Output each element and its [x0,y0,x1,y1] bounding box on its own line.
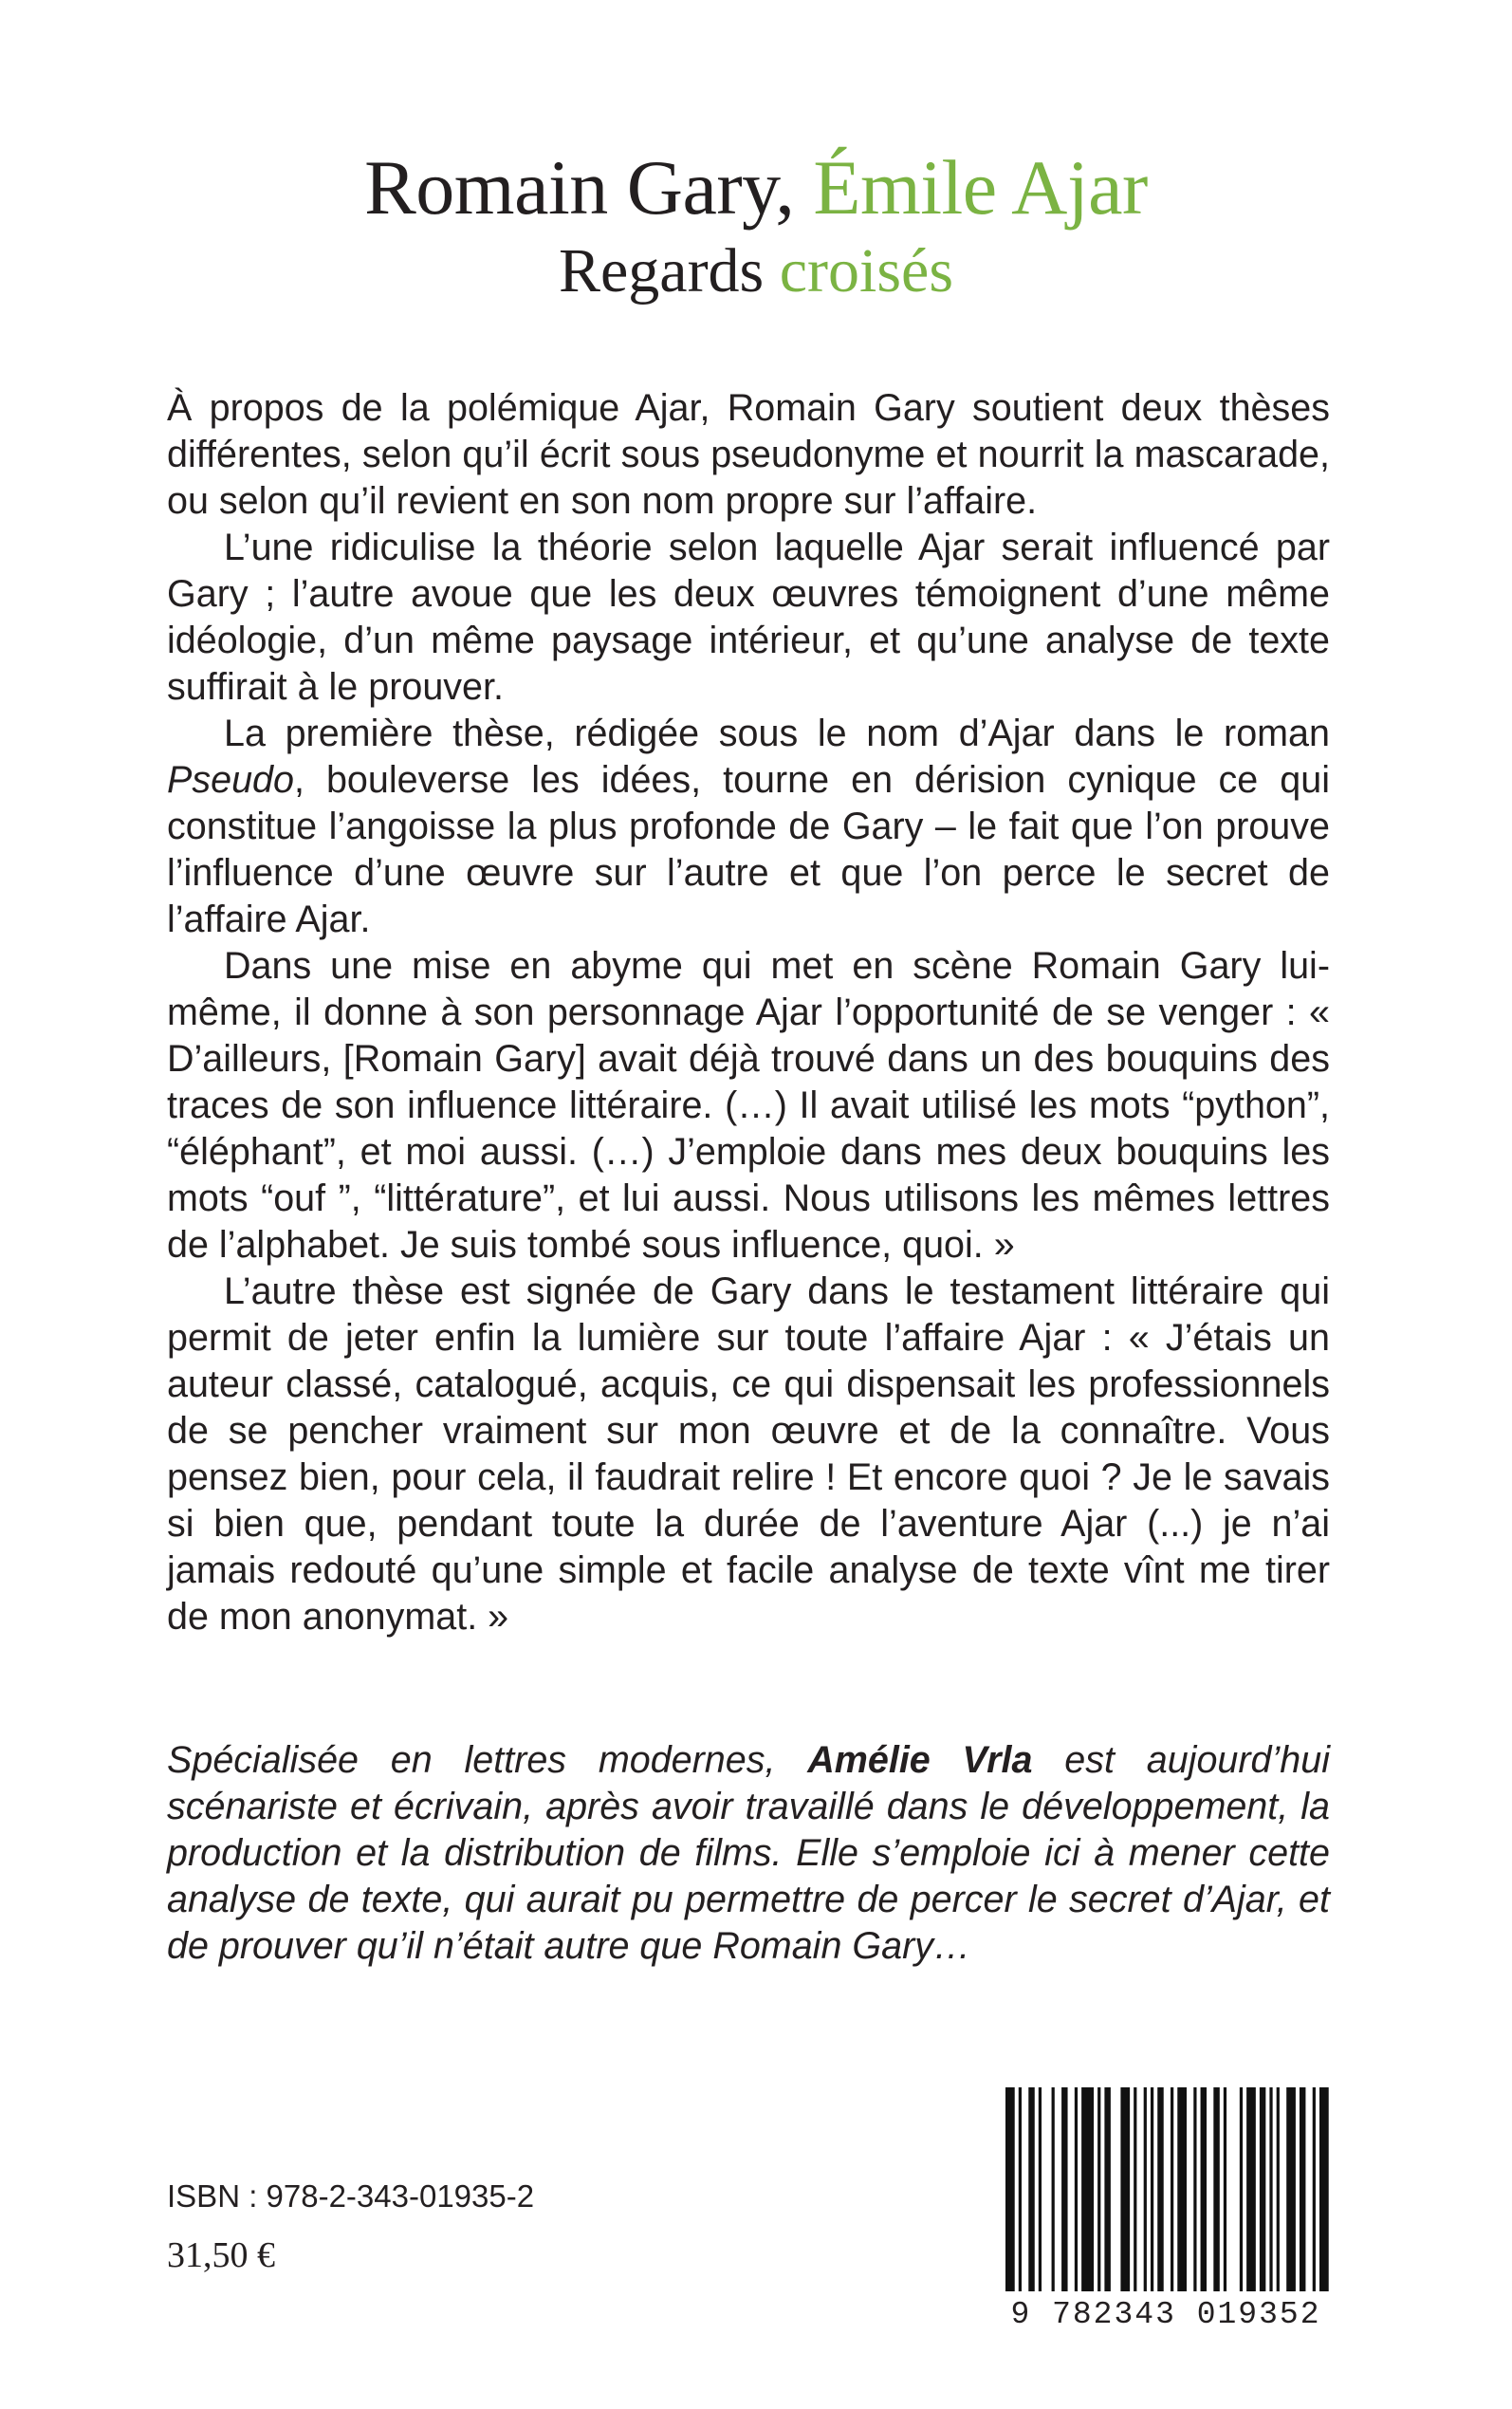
title-main [0,142,1512,233]
barcode-bar [1028,2087,1034,2291]
author-bio-text [167,1737,1330,1970]
barcode-bar [1319,2087,1329,2291]
barcode-bar [1061,2087,1067,2291]
book-title [0,142,1512,309]
barcode-bar [1260,2087,1265,2291]
barcode-bar [1240,2087,1243,2291]
barcode-bar [1081,2087,1094,2291]
barcode-number: 9 782343 019352 [1010,2297,1321,2332]
subtitle-word2: croisés [779,236,954,306]
barcode-bar [1171,2087,1173,2291]
barcode-bar [1104,2087,1110,2291]
barcode-bar [1151,2087,1153,2291]
barcode-bar [1201,2087,1207,2291]
barcode-bar [1193,2087,1196,2291]
barcode-bar [1097,2087,1100,2291]
blurb-paragraph-5: L’autre thèse est signée de Gary dans le testament littéraire qui permit de jeter enfin la lumière sur toute l’affaire Ajar : « J’étais un auteur classé, catalogué, acquis, ce qui dispensait les professionnels de se pencher vraiment sur mon œuvre et de la connaître. Vous pensez bien, pour cela, il faudrait relire ! Et encore quoi ? Je le savais si bien que, pendant toute la durée de l’aventure Ajar (...) je n’ai jamais redouté qu’une simple et facile analyse de texte vînt me tirer de mon anonymat. » [167,1270,1330,1638]
barcode-bar [1120,2087,1130,2291]
blurb-paragraph-1: À propos de la polémique Ajar, Romain Gary soutient deux thèses différentes, selon qu’il écrit sous pseudonyme et nourrit la mascarade, ou selon qu’il revient en son nom propre sur l’affaire. [167,387,1330,522]
barcode-bar [1313,2087,1316,2291]
barcode-bar [1144,2087,1147,2291]
blurb-paragraph-4: Dans une mise en abyme qui met en scène Romain Gary lui-même, il donne à son personnage Ajar l’opportunité de se venger : « D’ailleurs, [Romain Gary] avait déjà trouvé dans un des bouquins des traces de son influence littéraire. (…) Il avait utilisé les mots “python”, “éléphant”, et moi aussi. (…) J’emploie dans mes deux bouquins les mots “ouf ”, “littérature”, et lui aussi. Nous utilisons les mêmes lettres de l’alphabet. Je suis tombé sous influence, quoi. » [167,945,1330,1266]
barcode-bar [1005,2087,1015,2291]
author-bio [167,1737,1330,1970]
author-name: Amélie Vrla [807,1739,1033,1781]
book-title-pseudo: Pseudo [167,759,294,801]
price: 31,50 € [167,2235,275,2275]
barcode-bar [1075,2087,1078,2291]
title-pseudonym: Émile Ajar [813,144,1148,231]
barcode-bars [1000,2087,1332,2291]
barcode-bar [1246,2087,1256,2291]
barcode-bar [1019,2087,1022,2291]
barcode-bar [1269,2087,1272,2291]
subtitle-word1: Regards [558,236,765,306]
barcode-bar [1052,2087,1055,2291]
title-subtitle [0,233,1512,309]
isbn: ISBN : 978-2-343-01935-2 [167,2178,535,2214]
barcode-bar [1177,2087,1187,2291]
back-cover-blurb [167,385,1330,1640]
barcode-bar [1039,2087,1042,2291]
barcode [1000,2087,1332,2334]
barcode-bar [1134,2087,1136,2291]
blurb-paragraph-2: L’une ridiculise la théorie selon laquelle Ajar serait influencé par Gary ; l’autre avoue que les deux œuvres témoignent d’une même idéologie, d’un même paysage intérieur, et qu’une analyse de texte suffirait à le prouver. [167,527,1330,708]
blurb-p3-end: , bouleverse les idées, tourne en dérision cynique ce qui constitue l’angoisse la plus profonde de Gary – le fait que l’on prouve l’influence d’une œuvre sur l’autre et que l’on perce le secret de l’affaire Ajar. [167,759,1330,940]
barcode-bar [1286,2087,1296,2291]
title-author: Romain Gary, [364,144,795,231]
blurb-paragraph-3 [167,711,1330,943]
blurb-p3-start: La première thèse, rédigée sous le nom d’Ajar dans le roman [224,713,1330,754]
author-bio-start: Spécialisée en lettres modernes, [167,1739,808,1781]
barcode-bar [1277,2087,1280,2291]
barcode-bar [1224,2087,1226,2291]
barcode-bar [1157,2087,1163,2291]
author-bio-end: est aujourd’hui scénariste et écrivain, après avoir travaillé dans le développement, la production et la distribution de films. Elle s’emploie ici à mener cette analyse de texte, qui aurait pu permettre de percer le secret d’Ajar, et de prouver qu’il n’était autre que Romain Gary… [167,1739,1330,1967]
barcode-bar [1213,2087,1219,2291]
barcode-bar [1300,2087,1305,2291]
